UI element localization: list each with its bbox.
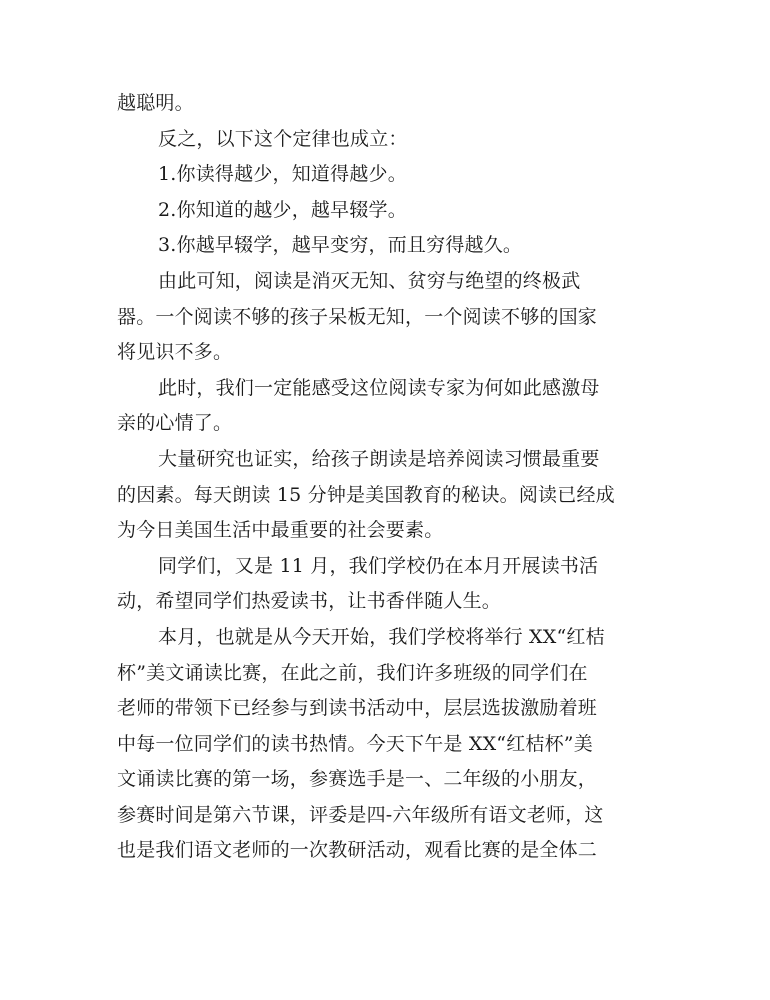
document-page: [117, 86, 657, 869]
text-line: 亲的心情了。: [117, 412, 233, 435]
text-line: 中每一位同学们的读书热情。今天下午是 XX“红桔杯”美: [117, 732, 593, 755]
list-item: 1.你读得越少，知道得越少。: [158, 163, 407, 186]
text-line: 越聪明。: [117, 92, 194, 114]
text-line: 参赛时间是第六节课，评委是四-六年级所有语文老师，这: [117, 803, 604, 826]
text-line: 同学们，又是 11 月，我们学校仍在本月开展读书活: [158, 554, 599, 577]
text-line: 为今日美国生活中最重要的社会要素。: [117, 519, 444, 542]
text-line: 大量研究也证实，给孩子朗读是培养阅读习惯最重要: [158, 447, 600, 470]
text-line: 动，希望同学们热爱读书，让书香伴随人生。: [117, 590, 502, 613]
list-item: 3.你越早辍学，越早变穷，而且穷得越久。: [158, 234, 523, 257]
list-item: 2.你知道的越少，越早辍学。: [158, 198, 407, 221]
text-line: 反之，以下这个定律也成立：: [158, 127, 408, 150]
text-line: 老师的带领下已经参与到读书活动中，层层选拔激励着班: [117, 697, 598, 720]
text-line: 此时，我们一定能感受这位阅读专家为何如此感激母: [158, 376, 600, 399]
text-line: 将见识不多。: [117, 341, 233, 364]
text-line: 文诵读比赛的第一场，参赛选手是一、二年级的小朋友，: [117, 768, 598, 791]
text-line: 也是我们语文老师的一次教研活动，观看比赛的是全体二: [117, 839, 598, 862]
text-line: 由此可知，阅读是消灭无知、贫穷与绝望的终极武: [158, 269, 581, 292]
text-line: 的因素。每天朗读 15 分钟是美国教育的秘诀。阅读已经成: [117, 483, 615, 506]
text-line: 杯”美文诵读比赛，在此之前，我们许多班级的同学们在: [117, 661, 588, 684]
text-line: 器。一个阅读不够的孩子呆板无知，一个阅读不够的国家: [117, 305, 598, 328]
text-line: 本月，也就是从今天开始，我们学校将举行 XX“红桔: [158, 625, 605, 648]
